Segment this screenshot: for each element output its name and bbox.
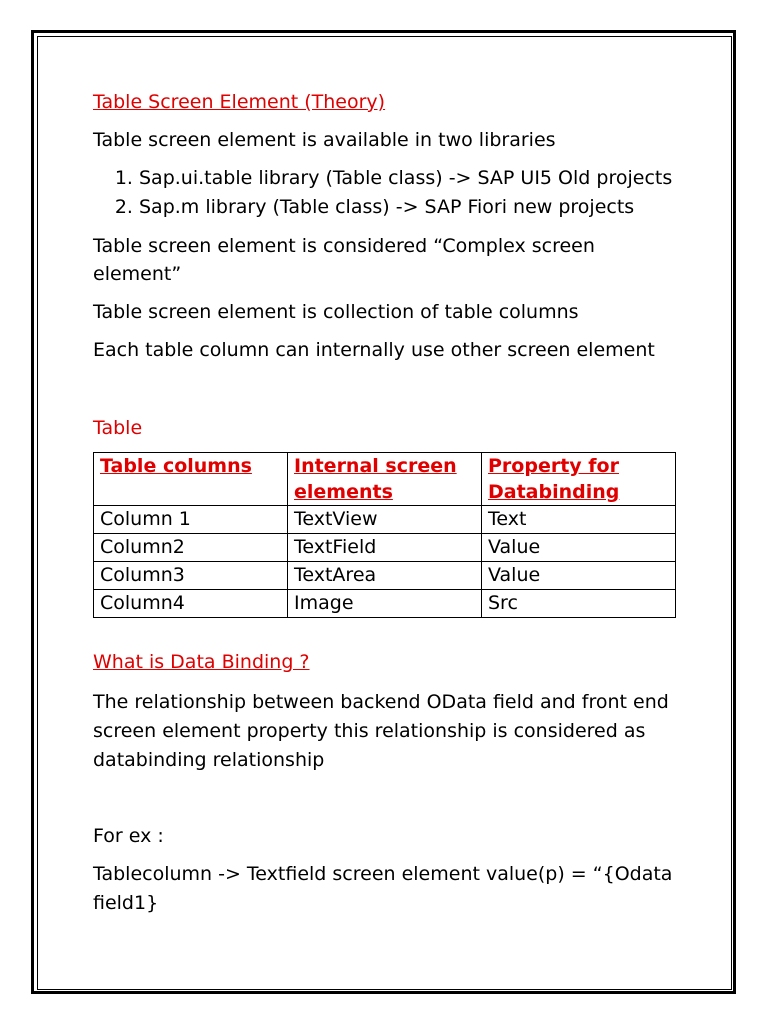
header-property: Property for Databinding bbox=[482, 453, 676, 506]
table-cell: TextView bbox=[288, 506, 482, 534]
table-label: Table bbox=[93, 417, 143, 439]
table-cell: Column 1 bbox=[94, 506, 288, 534]
table-cell: Text bbox=[482, 506, 676, 534]
table-row bbox=[94, 562, 676, 590]
list-item: 2. Sap.m library (Table class) -> SAP Fiori new projects bbox=[139, 193, 683, 222]
table-cell: Value bbox=[482, 562, 676, 590]
table-cell: TextField bbox=[288, 534, 482, 562]
for-example-label: For ex : bbox=[93, 825, 164, 847]
example-text: Tablecolumn -> Textfield screen element value(p) = “{Odata field1} bbox=[93, 863, 673, 914]
document-body bbox=[93, 88, 683, 918]
list-item: 1. Sap.ui.table library (Table class) -> SAP UI5 Old projects bbox=[139, 164, 683, 193]
table-row bbox=[94, 506, 676, 534]
collection-note: Table screen element is collection of table columns bbox=[93, 301, 579, 323]
complex-note: Table screen element is considered “Complex screen element” bbox=[93, 235, 595, 285]
table-header-row bbox=[94, 453, 676, 506]
library-list bbox=[93, 164, 683, 222]
table-cell: Image bbox=[288, 590, 482, 618]
table-cell: Column3 bbox=[94, 562, 288, 590]
columns-table bbox=[93, 452, 676, 618]
table-row bbox=[94, 590, 676, 618]
table-cell: Column2 bbox=[94, 534, 288, 562]
intro-text: Table screen element is available in two libraries bbox=[93, 129, 556, 151]
each-column-note: Each table column can internally use other screen element bbox=[93, 339, 655, 361]
table-cell: TextArea bbox=[288, 562, 482, 590]
table-cell: Value bbox=[482, 534, 676, 562]
page-title: Table Screen Element (Theory) bbox=[93, 91, 386, 113]
table-cell: Src bbox=[482, 590, 676, 618]
header-internal-elements: Internal screen elements bbox=[288, 453, 482, 506]
table-row bbox=[94, 534, 676, 562]
binding-description: The relationship between backend OData field and front end screen element property this relationship is considered as databinding relationship bbox=[93, 691, 669, 771]
header-table-columns: Table columns bbox=[94, 453, 288, 506]
table-cell: Column4 bbox=[94, 590, 288, 618]
binding-heading: What is Data Binding ? bbox=[93, 651, 310, 673]
